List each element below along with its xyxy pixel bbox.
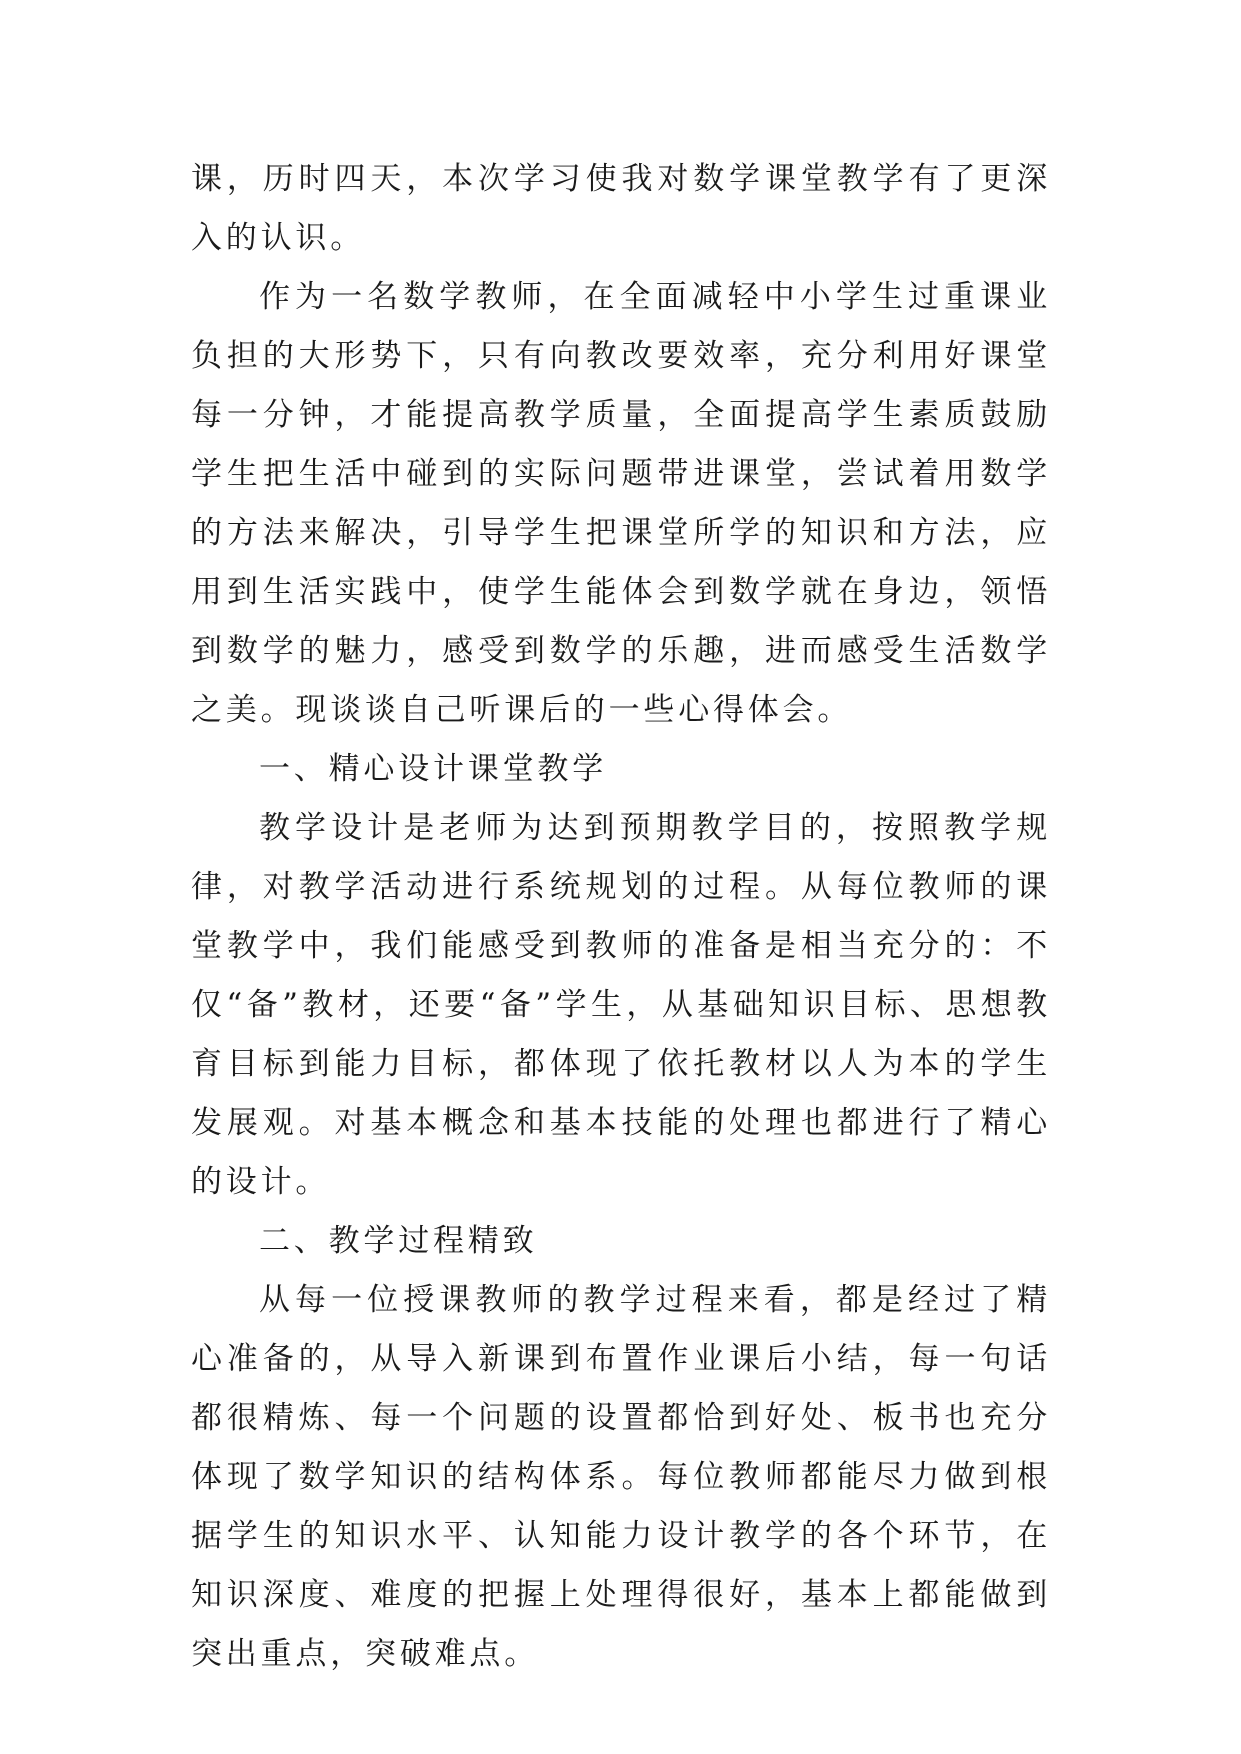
paragraph-teaching-design: 教学设计是老师为达到预期教学目的，按照教学规律，对教学活动进行系统规划的过程。从每位教师的课堂教学中，我们能感受到教师的准备是相当充分的：不仅“备”教材，还要“备”学生，从基础知识目标、思想教育目标到能力目标，都体现了依托教材以人为本的学生发展观。对基本概念和基本技能的处理也都进行了精心的设计。 xyxy=(191,810,1051,1200)
paragraph-teaching-process: 从每一位授课教师的教学过程来看，都是经过了精心准备的，从导入新课到布置作业课后小结，每一句话都很精炼、每一个问题的设置都恰到好处、板书也充分体现了数学知识的结构体系。每位教师都能尽力做到根据学生的知识水平、认知能力设计教学的各个环节，在知识深度、难度的把握上处理得很好，基本上都能做到突出重点，突破难点。 xyxy=(191,1282,1051,1672)
paragraph-intro: 作为一名数学教师，在全面减轻中小学生过重课业负担的大形势下，只有向教改要效率，充分利用好课堂每一分钟，才能提高教学质量，全面提高学生素质鼓励学生把生活中碰到的实际问题带进课堂，尝试着用数学的方法来解决，引导学生把课堂所学的知识和方法，应用到生活实践中，使学生能体会到数学就在身边，领悟到数学的魅力，感受到数学的乐趣，进而感受生活数学之美。现谈谈自己听课后的一些心得体会。 xyxy=(191,279,1051,728)
section-heading-2: 二、教学过程精致 xyxy=(259,1223,538,1259)
paragraph-continued: 课，历时四天，本次学习使我对数学课堂教学有了更深入的认识。 xyxy=(191,161,1051,256)
document-body xyxy=(191,150,1051,1684)
section-heading-1: 一、精心设计课堂教学 xyxy=(259,751,607,787)
